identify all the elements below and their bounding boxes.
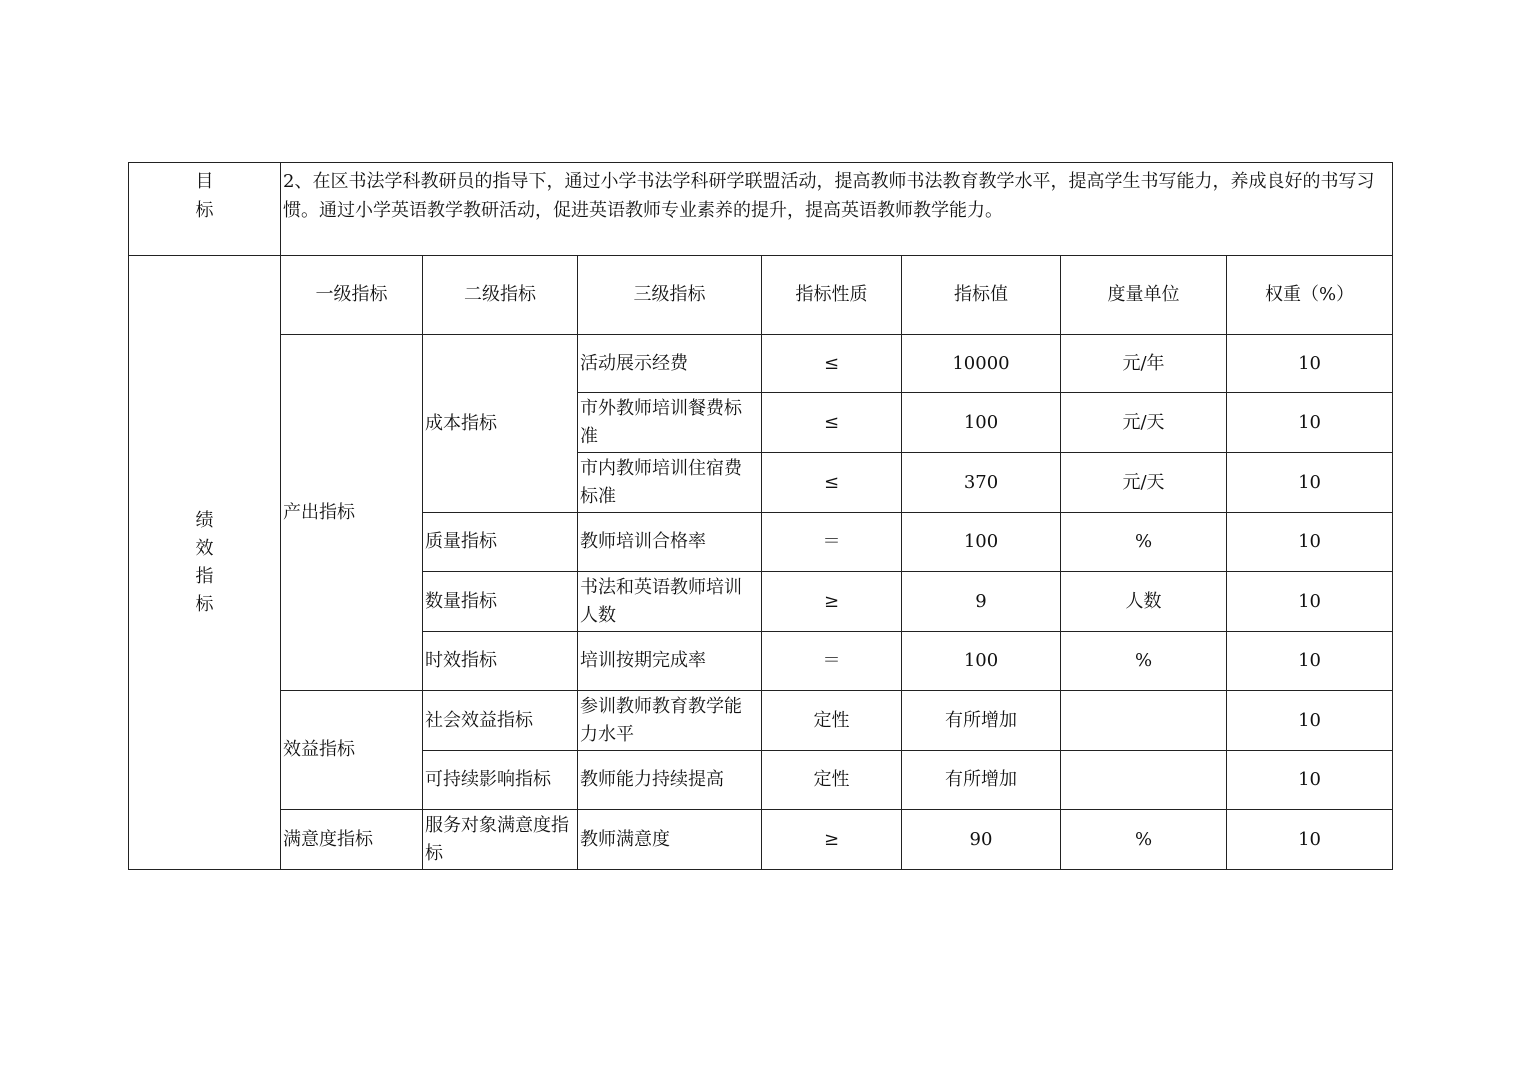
weight-cell: 10 xyxy=(1227,691,1393,751)
header-level2: 二级指标 xyxy=(423,256,578,335)
value-cell: 9 xyxy=(902,572,1061,632)
performance-indicator-label: 绩 效 指 标 xyxy=(129,256,281,870)
level3-cell: 市内教师培训住宿费标准 xyxy=(578,453,762,513)
header-unit: 度量单位 xyxy=(1061,256,1227,335)
table-row xyxy=(129,810,1393,870)
value-cell: 100 xyxy=(902,632,1061,691)
level1-satisfaction: 满意度指标 xyxy=(281,810,423,870)
level2-service-satisfaction: 服务对象满意度指标 xyxy=(423,810,578,870)
header-level3: 三级指标 xyxy=(578,256,762,335)
weight-cell: 10 xyxy=(1227,453,1393,513)
level2-cost: 成本指标 xyxy=(423,335,578,513)
level3-cell: 教师能力持续提高 xyxy=(578,751,762,810)
level1-output: 产出指标 xyxy=(281,335,423,691)
level3-cell: 市外教师培训餐费标准 xyxy=(578,393,762,453)
unit-cell: 元/天 xyxy=(1061,393,1227,453)
level3-cell: 书法和英语教师培训人数 xyxy=(578,572,762,632)
goal-row xyxy=(129,163,1393,256)
table-row xyxy=(129,335,1393,393)
weight-cell: 10 xyxy=(1227,572,1393,632)
weight-cell: 10 xyxy=(1227,751,1393,810)
level3-cell: 培训按期完成率 xyxy=(578,632,762,691)
weight-cell: 10 xyxy=(1227,632,1393,691)
weight-cell: 10 xyxy=(1227,393,1393,453)
weight-cell: 10 xyxy=(1227,810,1393,870)
level2-social: 社会效益指标 xyxy=(423,691,578,751)
level2-quantity: 数量指标 xyxy=(423,572,578,632)
nature-cell: ≥ xyxy=(762,572,902,632)
value-cell: 有所增加 xyxy=(902,691,1061,751)
level2-quality: 质量指标 xyxy=(423,513,578,572)
unit-cell: 人数 xyxy=(1061,572,1227,632)
nature-cell: ≤ xyxy=(762,453,902,513)
goal-text: 2、在区书法学科教研员的指导下，通过小学书法学科研学联盟活动，提高教师书法教育教学水平，提高学生书写能力，养成良好的书写习惯。通过小学英语教学教研活动，促进英语教师专业素养的提升，提高英语教师教学能力。 xyxy=(281,163,1393,256)
nature-cell: ＝ xyxy=(762,632,902,691)
header-nature: 指标性质 xyxy=(762,256,902,335)
value-cell: 370 xyxy=(902,453,1061,513)
unit-cell: 元/年 xyxy=(1061,335,1227,393)
unit-cell: 元/天 xyxy=(1061,453,1227,513)
level2-sustainable: 可持续影响指标 xyxy=(423,751,578,810)
goal-label: 目 标 xyxy=(129,163,281,256)
level3-cell: 教师满意度 xyxy=(578,810,762,870)
table-row xyxy=(129,691,1393,751)
unit-cell: % xyxy=(1061,513,1227,572)
value-cell: 90 xyxy=(902,810,1061,870)
unit-cell: % xyxy=(1061,810,1227,870)
level2-timeliness: 时效指标 xyxy=(423,632,578,691)
weight-cell: 10 xyxy=(1227,335,1393,393)
level1-benefit: 效益指标 xyxy=(281,691,423,810)
nature-cell: 定性 xyxy=(762,691,902,751)
header-value: 指标值 xyxy=(902,256,1061,335)
nature-cell: ≤ xyxy=(762,393,902,453)
weight-cell: 10 xyxy=(1227,513,1393,572)
level3-cell: 教师培训合格率 xyxy=(578,513,762,572)
value-cell: 100 xyxy=(902,393,1061,453)
performance-goal-table xyxy=(128,162,1393,870)
header-row xyxy=(129,256,1393,335)
nature-cell: ＝ xyxy=(762,513,902,572)
unit-cell xyxy=(1061,751,1227,810)
unit-cell xyxy=(1061,691,1227,751)
header-weight: 权重（%） xyxy=(1227,256,1393,335)
level3-cell: 活动展示经费 xyxy=(578,335,762,393)
level3-cell: 参训教师教育教学能力水平 xyxy=(578,691,762,751)
value-cell: 有所增加 xyxy=(902,751,1061,810)
value-cell: 100 xyxy=(902,513,1061,572)
nature-cell: 定性 xyxy=(762,751,902,810)
header-level1: 一级指标 xyxy=(281,256,423,335)
value-cell: 10000 xyxy=(902,335,1061,393)
nature-cell: ≥ xyxy=(762,810,902,870)
nature-cell: ≤ xyxy=(762,335,902,393)
unit-cell: % xyxy=(1061,632,1227,691)
